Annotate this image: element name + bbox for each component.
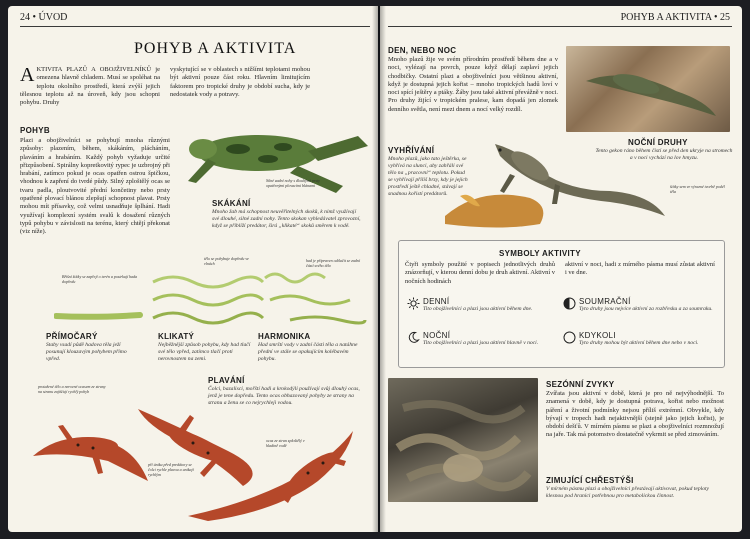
sun-icon	[407, 297, 420, 310]
symbol-soumracni-text: Tyto druhy jsou nejvíce aktivní za rozbřesku a za soumraku.	[579, 306, 713, 312]
symbol-soumracni-name: SOUMRAČNÍ	[579, 297, 631, 306]
vyhrivani-heading: VYHŘÍVÁNÍ	[388, 146, 435, 155]
gecko-illustration	[566, 46, 730, 132]
symbol-kdykoli-name: KDYKOLI	[579, 331, 616, 340]
klikaty-heading: KLIKATÝ	[158, 332, 195, 341]
newt-annotation-1: protažené tělo a nerovné ocasem ze strany na stranu zajišťují rychlý pohyb	[38, 384, 106, 394]
harmonika-annotation: had je připraven odtlačit se zadní částí svého těla	[306, 258, 360, 268]
zimujici-heading: ZIMUJÍCÍ CHŘESTÝŠI	[546, 476, 634, 485]
concertina-snake-illustration	[260, 268, 370, 328]
sezonni-heading: SEZÓNNÍ ZVYKY	[546, 380, 615, 389]
right-page-section: POHYB A AKTIVITA	[620, 12, 712, 23]
den-noc-heading: DEN, NEBO NOC	[388, 46, 457, 55]
left-page-header: 24 • ÚVOD	[20, 12, 68, 23]
drop-cap: A	[20, 64, 35, 86]
right-page-number: 25	[720, 12, 730, 23]
intro-text-1: KTIVITA PLAZŮ A OBOJŽIVELNÍKŮ je omezena hlavně chladem. Musí se spoléhat na teplotu okolního prostředí, která zvýší jejich tělesnou teplotu až na úroveň, kdy jsou schopni pohybu. Druhy	[20, 66, 160, 107]
page-title: POHYB A AKTIVITA	[134, 40, 297, 57]
newt-annotation-3: ocas ze stran zploštělý v hladině vodě	[266, 438, 305, 448]
right-page	[380, 6, 742, 532]
harmonika-text: Had smrští vody v zadní části těla a natáhne přední ve stále se opakujícím kolébavém pohybu.	[258, 342, 358, 362]
book-gutter	[372, 6, 386, 532]
plavani-heading: PLAVÁNÍ	[208, 376, 245, 385]
rattlesnakes-illustration	[388, 378, 538, 502]
symbol-nocni-text: Tito obojživelníci a plazi jsou aktivní hlavně v noci.	[423, 340, 539, 346]
crescent-moon-icon	[407, 331, 420, 344]
serpentine-snake-illustration	[148, 270, 268, 330]
den-noc-text: Mnoho plazů žije ve svém přírodním prostředí během dne a v noci, vylézají na povrch, pouze když dělají zaplaví jejich chodbičky. Ostatní plazi a obojživelníci jsou většinou aktivní, když je dostupná jejich kořist – mnoho tropických hadů loví v noci spící ještěry a ptáky. Žáby jsou také aktivní převážně v noci. Pro druhy žijící v tropickém pralese, kam dopadá jen zlomek denního světla, není mezi dnem a nocí velký rozdíl.	[388, 56, 558, 113]
skakani-heading: SKÁKÁNÍ	[212, 199, 251, 208]
frog-annotation: Silné zadní nohy s dlouhými prsty opatřenými plovacími blánami	[266, 178, 320, 188]
symbol-nocni-name: NOČNÍ	[423, 331, 451, 340]
symboly-heading: SYMBOLY AKTIVITY	[499, 249, 581, 258]
intro-column-1	[20, 66, 160, 107]
harmonika-heading: HARMONIKA	[258, 332, 311, 341]
left-page-number: 24	[20, 12, 30, 23]
snake-left-annotation: Břišní štítky se zapřejí o terén a postrkují hada dopředu	[62, 274, 138, 284]
basking-lizard-illustration	[440, 136, 680, 231]
nocni-druhy-text: Tento gekon ráno během čistí se před den ukryje na stromech a v noci vychází na lov hmyzu.	[595, 148, 733, 161]
gecko-photo	[566, 46, 730, 132]
zimujici-text: V mírném pásmu plazi a obojživelníci přestávají aktivovat, pokud teploty klesnou pod hranici potřebnou pro metabolickou činnost.	[546, 486, 710, 499]
left-page-section: ÚVOD	[38, 12, 68, 23]
primocary-text: Staby vsadí půdě hadova těla ježí posunují klouzavým pohybem přímo vpřed.	[46, 342, 127, 362]
left-page	[8, 6, 378, 532]
rattlesnake-photo	[388, 378, 538, 502]
skakani-text: Mnoho žab má schopnost neuvěřitelných skoků, k nimž využívají své dlouhé, silné zadní nohy. Tento skokan vyhledávatel zprovozní, když se přiblíží predátor, širá „klikaté“ skoků směrem k vodě.	[212, 209, 361, 229]
right-page-header: POHYB A AKTIVITA • 25	[620, 12, 730, 23]
symboly-intro-right: aktivní v noci, hadi z mírného pásma musí zůstat aktivní i ve dne.	[565, 261, 715, 277]
lizard-annotation: štítky sem ve výrazné tvorbě podél těla	[670, 184, 725, 194]
pohyb-text: Plazi a obojživelníci se pohybují mnoha různými způsoby: plazením, během, skákáním, plácháním, plaváním a hrabáním. Každý pohyb vyžaduje určité přizpůsobení. Spirálny kopretkovitý rypec je uzbrojný při hrabání, zatímco pokud je ocas opatřen ostrou špičkou, vhodnou k zapření do tvrdé půdy. Silný zploštělý ocas se tvaru padla, ploutvovité přední končetiny nebo prsty opatřené plovací blánou zlepšují schopnost plavat. Prsty mohou mít přísavky, což velmi usnadňuje šplhání. Hadi využívají komplexní systém svalů k dosažení různých typů pohybu v závislosti na terénu, který chtějí překonat (viz níže).	[20, 137, 170, 236]
leaping-frog-illustration	[168, 121, 373, 201]
klikaty-text: Nejběžnější způsob pohybu, kdy had tlačí své tělo vpřed, zatímco tlačí proti nerovnostem na zemi.	[158, 342, 251, 362]
newt-annotation-2: pří úniku před predátory se čolci rychle plavou a unikají rychlým	[148, 462, 194, 477]
swimming-newts-illustration	[28, 401, 368, 531]
sezonni-text: Zvířata jsou aktivní v době, která je pro ně nejvýhodnější. To znamená v době, kdy je dostupná potrava, kořist nebo možnost páření a životní podmínky nejsou příliš extrémní. Obvykle, kdy bývají v tropech hadi nejaktivnější (stejně jako jejich kořist), je období dešťů. V mírném pásmu se plazi a obojživelníci rozmnožují na jaře. Tak má potomstvo dostatečně vykrmit se před zimováním.	[546, 390, 724, 439]
symbol-denni-name: DENNÍ	[423, 297, 450, 306]
straight-snake-illustration	[54, 306, 144, 326]
primocary-heading: PŘÍMOČARÝ	[46, 332, 98, 341]
klikaty-annotation: tělo se pohybuje dopředu ve vlnách	[204, 256, 249, 266]
intro-column-2: vyskytující se v oblastech s nižšími teplotami mohou být aktivní pouze část roku. Hlavním limitujícím faktorem pro tropické druhy je období sucha, kdy je nedostatek vody a potravy.	[170, 66, 310, 98]
nocni-druhy-heading: NOČNÍ DRUHY	[628, 138, 688, 147]
header-rule	[20, 26, 370, 27]
symboly-intro-left: Čtyři symboly použité v popisech jednotlivých druhů znázorňují, v kterou denní dobu je druh aktivní. Aktivní v nočních hodinách	[405, 261, 556, 285]
symbol-kdykoli-text: Tyto druhy mohou být aktivní během dne nebo v noci.	[579, 340, 699, 346]
activity-symbols-box	[398, 240, 725, 368]
pohyb-heading: POHYB	[20, 126, 50, 135]
circle-icon	[563, 331, 576, 344]
header-rule	[388, 26, 732, 27]
symbol-denni-text: Tito obojživelníci a plazi jsou aktivní během dne.	[423, 306, 533, 312]
half-moon-icon	[563, 297, 576, 310]
vyhrivani-text: Mnoho plazů, jako tato ještěrka, se vyhřívá na slunci, aby zahřáli své tělo na „pracovní“ teplotu. Pokud se vyhřívají příliš brzy, kdy je jejich prostředí ještě chladné, stávají se snadnou kořistí predátorů.	[388, 156, 468, 197]
plavani-text: Čolci, bazalisci, mořští hadi a krokodýli používají svůj dlouhý ocas, jenž je tene dopředu. Tento ocas obhazovaný pohyby ze strany na stranu a ženu se co nejrychleji vodou.	[208, 386, 360, 406]
